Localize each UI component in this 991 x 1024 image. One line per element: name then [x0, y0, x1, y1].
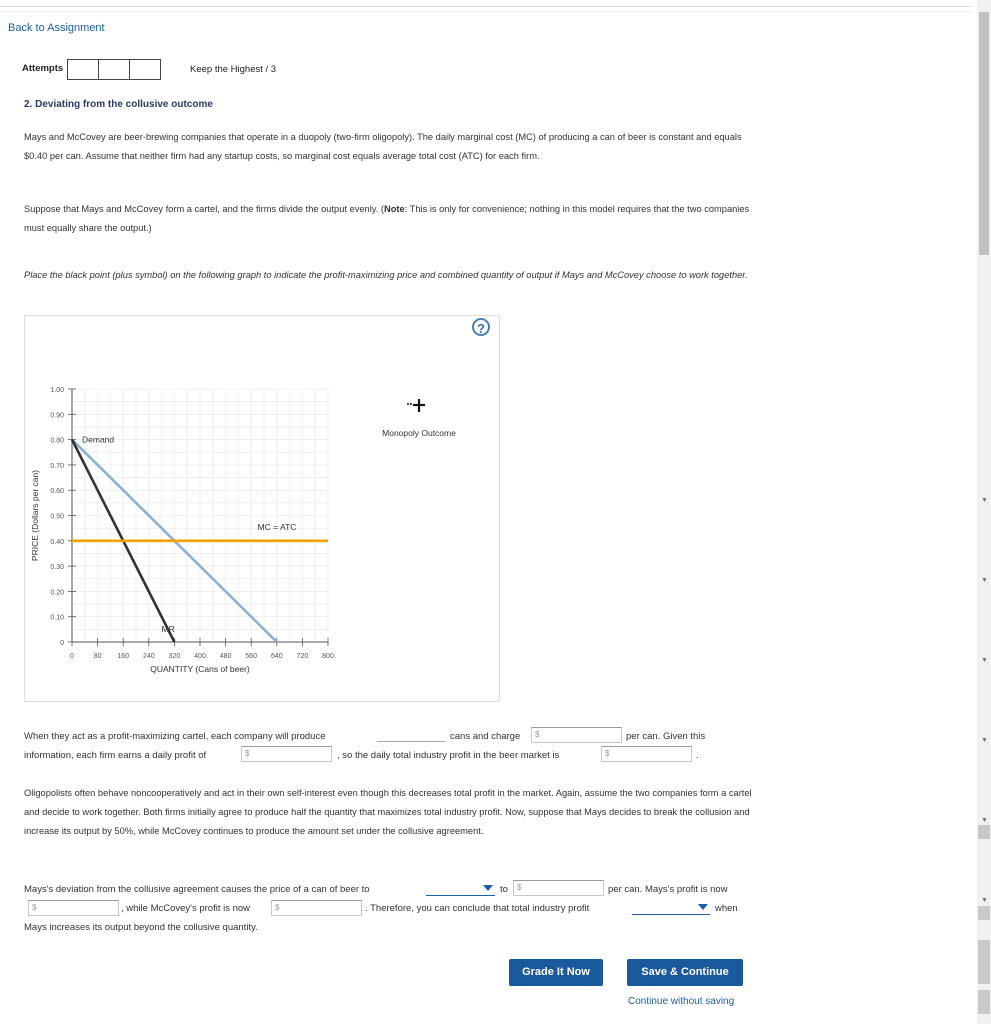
deviation-text-6: when: [715, 903, 738, 914]
x-tick-label: 560: [245, 653, 258, 660]
scroll-marker: [978, 906, 990, 920]
x-tick-label: 320: [168, 653, 181, 660]
chevron-down-icon: [698, 904, 708, 910]
deviation-text-3: per can. Mays's profit is now: [608, 884, 728, 895]
answer-text-5: , so the daily total industry profit in the beer market is: [337, 750, 560, 761]
deviation-text-1: Mays's deviation from the collusive agreement causes the price of a can of beer to: [24, 884, 370, 895]
mays-profit-input[interactable]: $: [28, 900, 119, 916]
deviation-text-5: . Therefore, you can conclude that total industry profit: [365, 903, 590, 914]
y-tick-label: 0.50: [50, 513, 64, 521]
mccovey-profit-input[interactable]: $: [271, 900, 362, 916]
demand-label: Demand: [82, 434, 115, 445]
quantity-per-firm-input[interactable]: [377, 726, 446, 742]
x-tick-label: 480: [219, 653, 232, 660]
keep-highest-label: Keep the Highest / 3: [190, 64, 277, 75]
attempt-box: [129, 59, 161, 80]
scrollbar-thumb[interactable]: [979, 12, 989, 255]
y-tick-label: 0.80: [50, 437, 64, 445]
answer-text-3: per can. Given this: [626, 731, 706, 742]
x-tick-label: 800: [322, 653, 334, 660]
scroll-arrow-icon: ▼: [981, 737, 988, 744]
deviation-text-4: , while McCovey's profit is now: [121, 903, 251, 914]
graph-instructions: Place the black point (plus symbol) on the following graph to indicate the profit-maximizing price and combined quantity of output if Mays and McCovey choose to work together.: [24, 270, 748, 280]
attempts-label: Attempts: [22, 63, 64, 74]
x-tick-label: 0: [70, 653, 74, 660]
mc-atc-label: MC = ATC: [257, 521, 297, 532]
grade-it-now-button[interactable]: Grade It Now: [509, 959, 603, 986]
question-title: 2. Deviating from the collusive outcome: [24, 99, 213, 110]
scroll-arrow-icon: ▼: [981, 897, 988, 904]
y-tick-label: 0.20: [50, 589, 64, 597]
answer-text-2: cans and charge: [450, 731, 521, 742]
chevron-down-icon: [483, 885, 493, 891]
attempt-box: [98, 59, 130, 80]
x-tick-label: 400: [194, 653, 206, 660]
deviation-text-7: Mays increases its output beyond the collusive quantity.: [24, 922, 258, 933]
answer-text-1: When they act as a profit-maximizing cartel, each company will produce: [24, 731, 326, 742]
firm-profit-input[interactable]: $: [241, 746, 332, 762]
answer-text-4: information, each firm earns a daily profit of: [24, 750, 207, 761]
price-change-select[interactable]: [426, 882, 495, 896]
price-quantity-graph: [24, 315, 498, 700]
scroll-marker: [978, 940, 990, 984]
drag-dot-icon: [407, 403, 409, 405]
scroll-arrow-icon: ▼: [981, 657, 988, 664]
legend-label: Monopoly Outcome: [382, 428, 456, 438]
save-continue-button[interactable]: Save & Continue: [627, 959, 743, 986]
y-tick-label: 0.30: [50, 564, 64, 572]
x-tick-label: 640: [270, 653, 283, 660]
y-tick-label: 0.10: [50, 614, 64, 622]
answer-text-6: .: [696, 750, 699, 761]
attempts-boxes: [67, 59, 160, 80]
back-to-assignment-link[interactable]: Back to Assignment: [8, 22, 105, 34]
mr-label: MR: [161, 624, 175, 634]
y-tick-label: 0.90: [50, 412, 64, 420]
y-tick-label: 1.00: [50, 387, 64, 394]
scroll-marker: [978, 825, 990, 839]
industry-profit-input[interactable]: $: [601, 746, 692, 762]
y-tick-label: 0: [60, 640, 64, 647]
scroll-arrow-icon: ▼: [981, 817, 988, 824]
noncooperative-paragraph: Oligopolists often behave noncooperatively and act in their own self-interest even though this decreases total profit in the market. Again, assume the two companies form a cartel and decide to work together. Both firms initially agree to produce half the quantity that maximizes total industry profit. Now, suppose that Mays decides to break the collusion and increase its output by 50%, while McCovey continues to produce the amount set under the collusive agreement.: [24, 788, 752, 836]
scroll-arrow-icon: ▼: [981, 497, 988, 504]
x-axis-label: QUANTITY (Cans of beer): [150, 664, 250, 674]
help-icon[interactable]: ?: [472, 318, 490, 336]
intro-paragraph: Mays and McCovey are beer-brewing companies that operate in a duopoly (two-firm oligopoly). The daily marginal cost (MC) of producing a can of beer is constant and equals $0.40 per can. Assume that neither firm had any startup costs, so marginal cost equals average total cost (ATC) for each firm.: [24, 132, 742, 161]
drag-dot-icon: [410, 403, 412, 405]
new-price-input[interactable]: $: [513, 880, 604, 896]
cartel-paragraph: Suppose that Mays and McCovey form a cartel, and the firms divide the output evenly. (Note: This is only for convenience; nothing in this model requires that the two companies must equally share the output.): [24, 204, 750, 233]
industry-profit-change-select[interactable]: [632, 901, 710, 915]
scroll-marker: [978, 990, 990, 1014]
price-input[interactable]: $: [531, 727, 622, 743]
attempt-box: [67, 59, 99, 80]
y-tick-label: 0.60: [50, 488, 64, 496]
y-tick-label: 0.70: [50, 462, 64, 470]
deviation-text-2: to: [500, 884, 508, 895]
y-tick-label: 0.40: [50, 538, 64, 546]
continue-without-saving-link[interactable]: Continue without saving: [628, 996, 735, 1007]
x-tick-label: 240: [142, 653, 155, 660]
x-tick-label: 80: [93, 653, 102, 660]
x-tick-label: 720: [296, 653, 309, 660]
y-axis-label: PRICE (Dollars per can): [30, 469, 40, 562]
scroll-arrow-icon: ▼: [981, 577, 988, 584]
x-tick-label: 160: [117, 653, 130, 660]
